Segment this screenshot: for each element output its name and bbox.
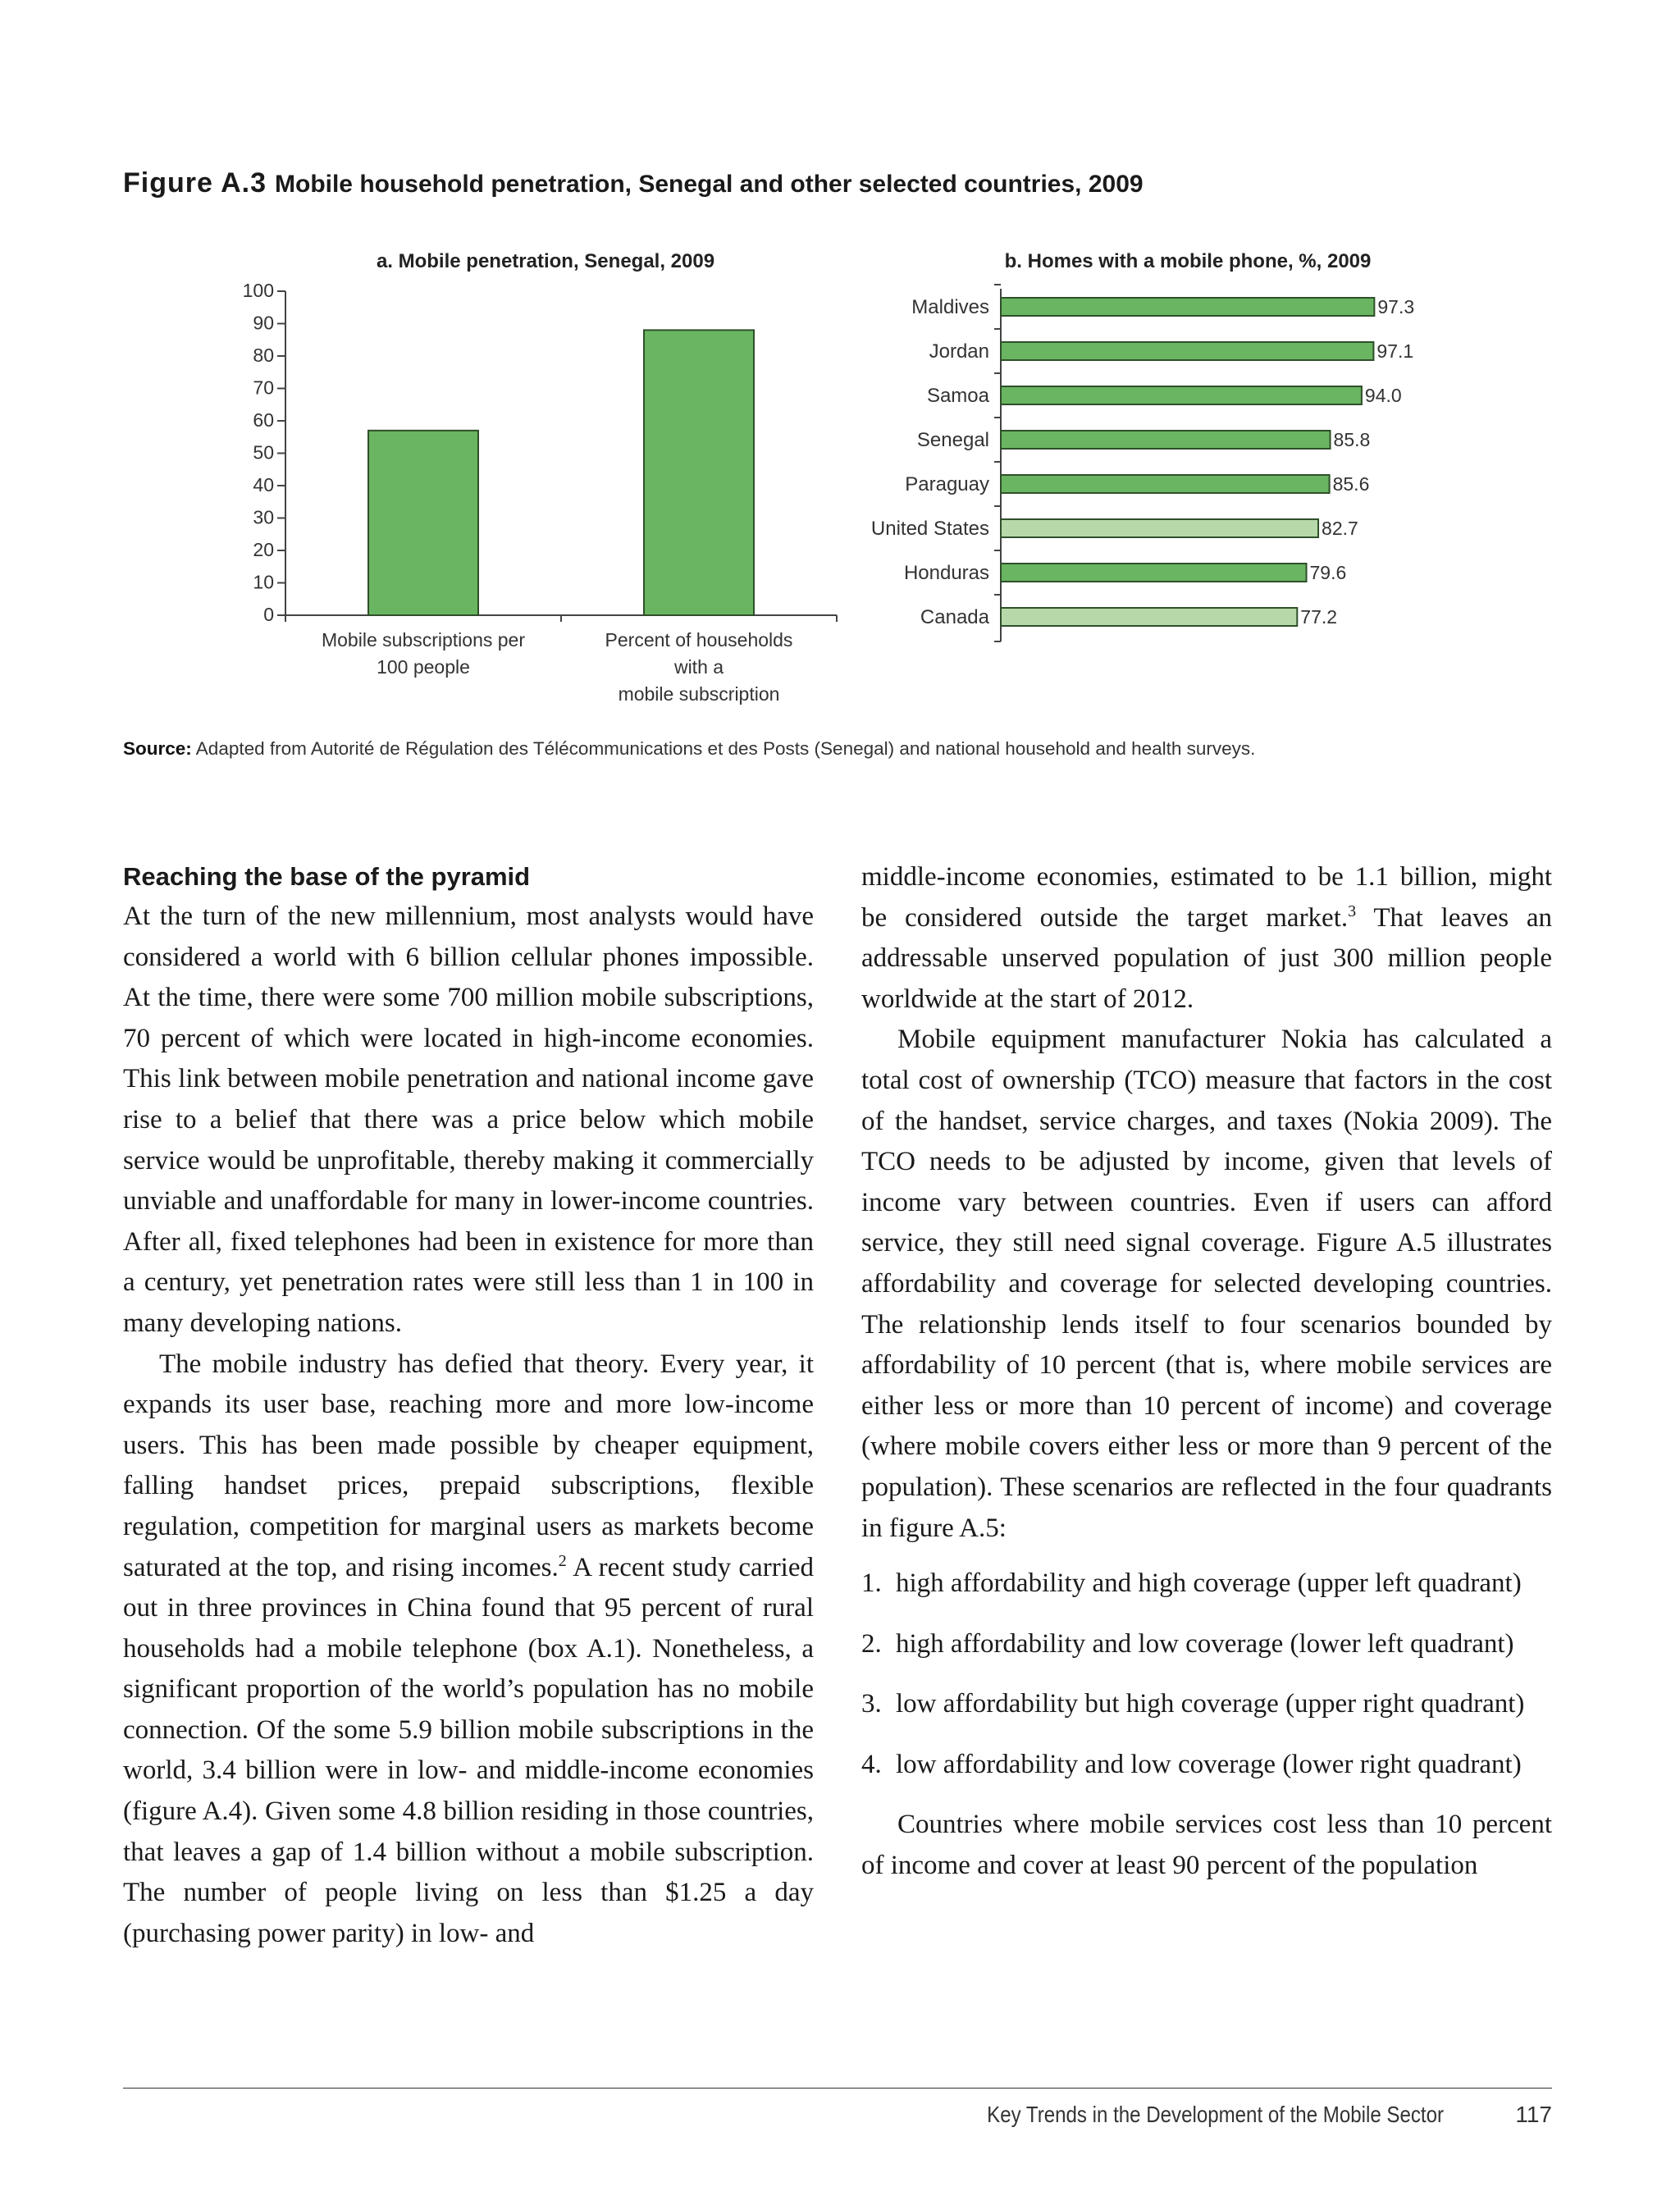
paragraph-3-part-b: That leaves an addressable unserved population of just 300 million people worldwide at the start of 2012. — [861, 902, 1552, 1014]
chart-b-category-label: Jordan — [929, 340, 989, 363]
chart-a-y-tick-label: 30 — [253, 506, 274, 528]
chart-a-y-tick-label: 10 — [253, 571, 274, 593]
chart-b-value-label: 97.1 — [1376, 340, 1414, 362]
scenario-text: low affordability but high coverage (upper right quadrant) — [896, 1689, 1525, 1719]
footer-rule — [123, 2088, 1552, 2089]
chart-a-y-tick-label: 80 — [253, 345, 274, 366]
chart-b-bar — [1001, 298, 1374, 316]
scenario-item — [861, 1684, 1552, 1725]
chart-b-value-label: 85.8 — [1333, 429, 1371, 450]
chart-b-category-label: Senegal — [916, 429, 989, 451]
section-heading: Reaching the base of the pyramid — [123, 862, 531, 891]
scenario-text: high affordability and high coverage (upper left quadrant) — [896, 1568, 1522, 1599]
chart-b-category-label: Maldives — [911, 296, 989, 318]
paragraph-2-part-a: The mobile industry has defied that theory. Every year, it expands its user base, reaching more and more low-income users. This has been made possible by cheaper equipment, falling handset prices, prepaid subscriptions, flexible regulation, competition for marginal users as markets become saturated at the top, and rising incomes. — [123, 1349, 814, 1582]
chart-b-bar — [1001, 564, 1307, 582]
chart-a-y-tick-label: 40 — [253, 474, 274, 495]
chart-b-bar — [1001, 519, 1318, 537]
chart-b-value-label: 79.6 — [1309, 562, 1347, 583]
figure-caption: Mobile household penetration, Senegal and other selected countries, 2009 — [275, 171, 1144, 198]
chart-a-category-label: Mobile subscriptions per — [321, 629, 526, 651]
chart-b-bar — [1001, 608, 1297, 626]
chart-b-bar — [1001, 431, 1331, 449]
paragraph-5: Countries where mobile services cost less than 10 percent of income and cover at least 90 percent of the population — [861, 1810, 1552, 1881]
paragraph-3 — [861, 857, 1552, 1020]
text-column-left — [123, 857, 814, 1954]
chart-a-category-label: Percent of households — [605, 629, 793, 651]
chart-b-value-label: 94.0 — [1364, 385, 1402, 406]
chart-a-category-label: 100 people — [377, 656, 470, 678]
chart-a-category-label: with a — [673, 656, 724, 678]
chart-b-category-label: Paraguay — [905, 473, 989, 495]
scenario-number: 2. — [861, 1628, 882, 1659]
scenario-number: 3. — [861, 1689, 882, 1719]
paragraph-3-part-a: middle-income economies, estimated to be 1.1 billion, might be considered outside the target market. — [861, 862, 1552, 933]
page-number: 117 — [1515, 2102, 1552, 2127]
scenario-item — [861, 1745, 1552, 1786]
chart-a-y-tick-label: 70 — [253, 377, 274, 399]
chart-b-bar — [1001, 386, 1362, 404]
scenario-number: 1. — [861, 1568, 882, 1599]
chart-b-value-label: 85.6 — [1332, 473, 1370, 495]
scenario-text: high affordability and low coverage (lower left quadrant) — [896, 1628, 1514, 1659]
chart-b-category-label: Samoa — [926, 385, 989, 407]
chart-a-y-tick-label: 100 — [242, 280, 274, 301]
scenario-list — [861, 1564, 1552, 1785]
chart-b-value-label: 77.2 — [1300, 606, 1338, 628]
chart-b-bar — [1001, 475, 1330, 493]
chart-b-value-label: 97.3 — [1377, 296, 1415, 317]
paragraph-4: Mobile equipment manufacturer Nokia has calculated a total cost of ownership (TCO) measure that factors in the cost of the handset, service charges, and taxes (Nokia 2009). The TCO needs to be adjusted by income, given that levels of income vary between countries. Even if users can afford service, they still need signal coverage. Figure A.5 illustrates affordability and coverage for selected developing countries. The relationship lends itself to four scenarios bounded by affordability of 10 percent (that is, where mobile services are either less or more than 10 percent of income) and coverage (where mobile covers either less or more than 9 percent of the population). These scenarios are reflected in the four quadrants in figure A.5: — [861, 1025, 1552, 1543]
scenario-number: 4. — [861, 1749, 882, 1779]
chart-b-bar — [1001, 342, 1373, 360]
chart-a-y-tick-label: 0 — [263, 604, 274, 625]
text-column-right — [861, 857, 1552, 1887]
chart-b-category-label: Canada — [920, 606, 989, 628]
source-text: Adapted from Autorité de Régulation des Télécommunications et des Posts (Senegal) and national household and health surveys. — [195, 738, 1256, 759]
footnote-ref-3: 3 — [1348, 902, 1357, 920]
figure-source — [123, 738, 1567, 760]
paragraph-1: At the turn of the new millennium, most analysts would have considered a world with 6 billion cellular phones impossible. At the time, there were some 700 million mobile subscriptions, 70 percent of which were located in high-income economies. This link between mobile penetration and national income gave rise to a belief that there was a price below which mobile service would be unprofitable, thereby making it commercially unviable and unaffordable for many in lower-income countries. After all, fixed telephones had been in existence for more than a century, yet penetration rates were still less than 1 in 100 in many developing nations. — [123, 902, 814, 1338]
chart-a-y-tick-label: 90 — [253, 312, 274, 334]
chart-b-value-label: 82.7 — [1322, 518, 1358, 539]
chart-b-title: b. Homes with a mobile phone, %, 2009 — [1004, 250, 1372, 272]
chart-a-category-label: mobile subscription — [618, 683, 780, 705]
running-footer-title: Key Trends in the Development of the Mobile Sector — [987, 2102, 1444, 2127]
chart-a-y-tick-label: 60 — [253, 409, 274, 431]
source-label: Source: — [123, 738, 192, 759]
chart-b-category-label: United States — [870, 518, 989, 540]
paragraph-2 — [123, 1344, 814, 1955]
paragraph-2-part-b: A recent study carried out in three provinces in China found that 95 percent of rural households had a mobile telephone (box A.1). Nonetheless, a significant proportion of the world’s population has no mobile connection. Of the some 5.9 billion mobile subscriptions in the world, 3.4 billion were in low- and middle-income economies (figure A.4). Given some 4.8 billion residing in those countries, that leaves a gap of 1.4 billion without a mobile subscription. The number of people living on less than $1.25 a day (purchasing power parity) in low- and — [123, 1552, 814, 1948]
chart-a-title: a. Mobile penetration, Senegal, 2009 — [376, 250, 715, 272]
chart-b-homes-with-mobile — [0, 0, 1680, 722]
scenario-text: low affordability and low coverage (lower right quadrant) — [896, 1749, 1522, 1779]
chart-a-y-tick-label: 50 — [253, 441, 274, 463]
scenario-item — [861, 1564, 1552, 1605]
figure-label: Figure A.3 — [123, 167, 267, 199]
chart-a-y-tick-label: 20 — [253, 539, 274, 560]
chart-b-category-label: Honduras — [903, 562, 989, 584]
footnote-ref-2: 2 — [558, 1551, 567, 1570]
scenario-item — [861, 1624, 1552, 1665]
